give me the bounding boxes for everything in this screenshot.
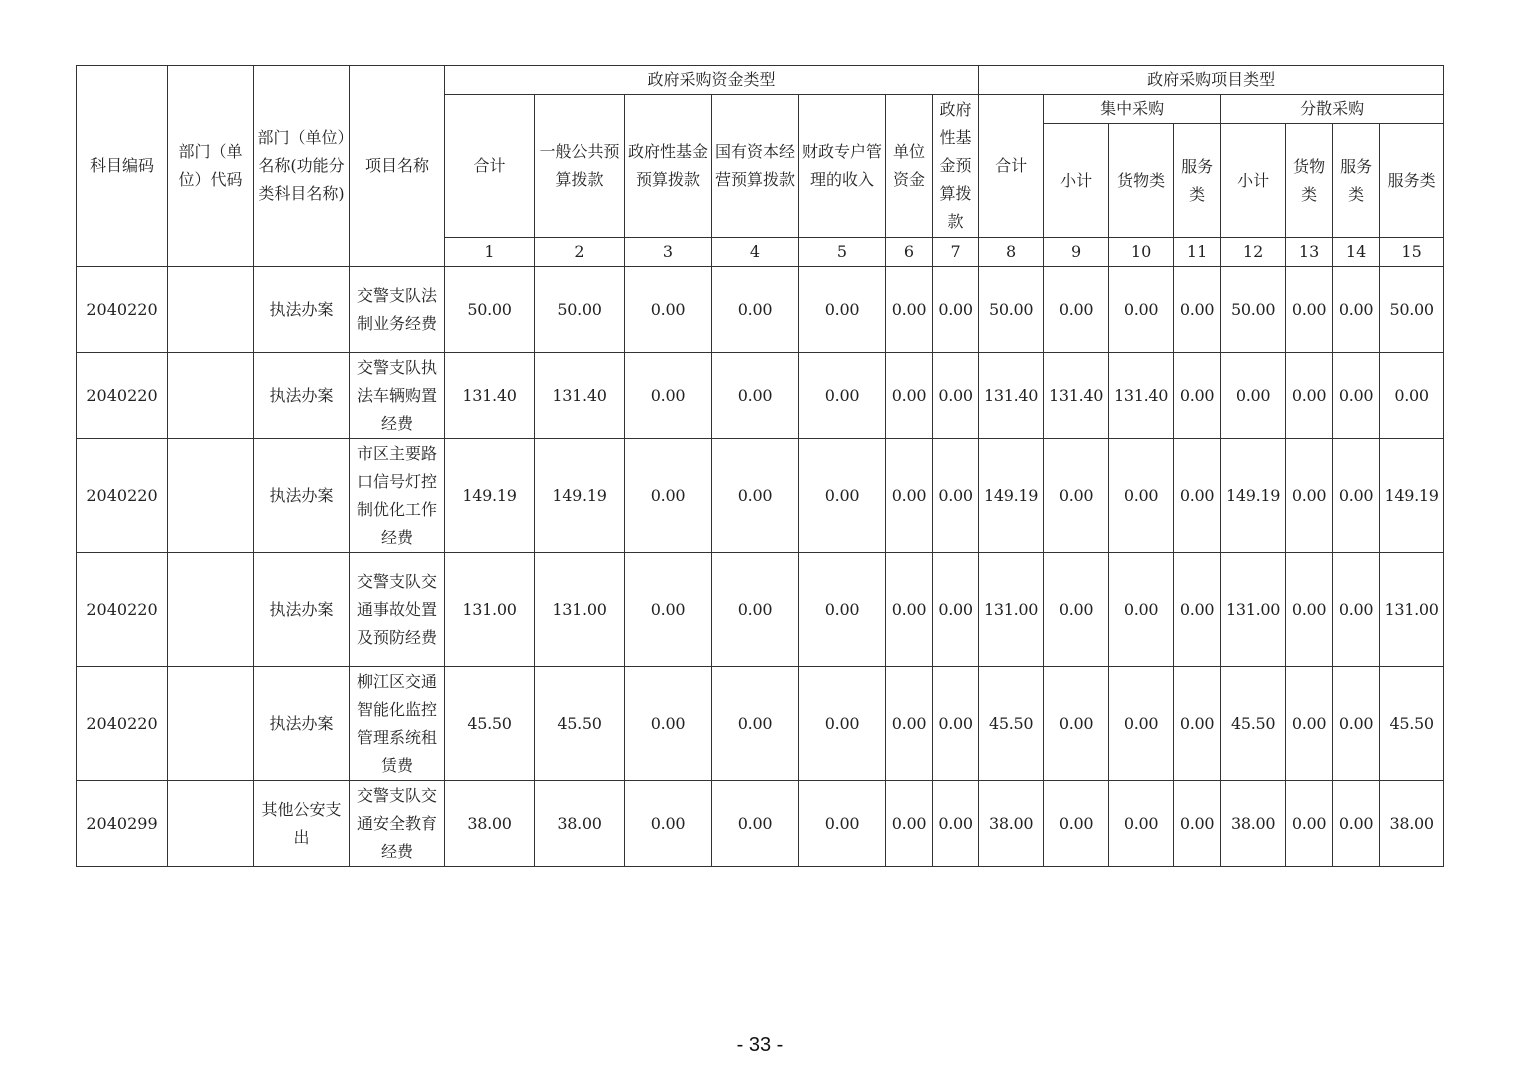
value-cell: 0.00 — [933, 781, 979, 867]
subject-code-cell: 2040299 — [77, 781, 168, 867]
value-cell: 131.40 — [535, 353, 625, 439]
dept-code-cell — [168, 781, 254, 867]
table-row — [77, 353, 1444, 439]
value-cell: 45.50 — [535, 667, 625, 781]
value-cell: 0.00 — [933, 553, 979, 667]
value-cell: 38.00 — [1221, 781, 1286, 867]
subject-code-cell: 2040220 — [77, 667, 168, 781]
value-cell: 0.00 — [712, 553, 799, 667]
value-cell: 0.00 — [712, 667, 799, 781]
header-fund-type-group: 政府采购资金类型 — [445, 66, 979, 95]
value-cell: 45.50 — [1221, 667, 1286, 781]
value-cell: 0.00 — [1286, 439, 1333, 553]
value-cell: 0.00 — [1044, 667, 1109, 781]
dept-code-cell — [168, 353, 254, 439]
value-cell: 0.00 — [799, 267, 886, 353]
column-index: 7 — [933, 238, 979, 267]
value-cell: 0.00 — [1174, 667, 1221, 781]
header-dispersed: 分散采购 — [1221, 95, 1444, 124]
header-dispersed-col: 服务类 — [1333, 124, 1380, 238]
value-cell: 0.00 — [886, 439, 933, 553]
dept-code-cell — [168, 439, 254, 553]
value-cell: 0.00 — [1286, 781, 1333, 867]
header-centralized-col: 货物类 — [1109, 124, 1174, 238]
dept-name-cell: 其他公安支出 — [254, 781, 350, 867]
value-cell: 149.19 — [979, 439, 1044, 553]
value-cell: 50.00 — [445, 267, 535, 353]
table-row — [77, 439, 1444, 553]
procurement-table — [76, 65, 1444, 867]
value-cell: 0.00 — [1333, 781, 1380, 867]
header-centralized-col: 小计 — [1044, 124, 1109, 238]
value-cell: 0.00 — [799, 781, 886, 867]
header-dept-code: 部门（单位）代码 — [168, 66, 254, 267]
header-centralized-col: 服务类 — [1174, 124, 1221, 238]
header-project-type-group: 政府采购项目类型 — [979, 66, 1444, 95]
value-cell: 0.00 — [1174, 781, 1221, 867]
value-cell: 0.00 — [1109, 667, 1174, 781]
value-cell: 0.00 — [886, 667, 933, 781]
header-fund-col: 财政专户管理的收入 — [799, 95, 886, 238]
value-cell: 38.00 — [1380, 781, 1444, 867]
header-centralized: 集中采购 — [1044, 95, 1221, 124]
value-cell: 0.00 — [1333, 667, 1380, 781]
header-row-1 — [77, 66, 1444, 95]
value-cell: 131.00 — [445, 553, 535, 667]
dept-name-cell: 执法办案 — [254, 353, 350, 439]
subject-code-cell: 2040220 — [77, 353, 168, 439]
value-cell: 0.00 — [1044, 267, 1109, 353]
value-cell: 131.40 — [445, 353, 535, 439]
value-cell: 45.50 — [1380, 667, 1444, 781]
header-fund-col: 单位资金 — [886, 95, 933, 238]
project-name-cell: 交警支队法制业务经费 — [350, 267, 445, 353]
value-cell: 0.00 — [1109, 439, 1174, 553]
column-index: 15 — [1380, 238, 1444, 267]
value-cell: 0.00 — [933, 267, 979, 353]
value-cell: 0.00 — [886, 353, 933, 439]
value-cell: 0.00 — [625, 353, 712, 439]
value-cell: 0.00 — [1174, 439, 1221, 553]
value-cell: 0.00 — [1174, 353, 1221, 439]
column-index: 6 — [886, 238, 933, 267]
value-cell: 0.00 — [625, 267, 712, 353]
header-fund-col: 一般公共预算拨款 — [535, 95, 625, 238]
value-cell: 38.00 — [979, 781, 1044, 867]
project-name-cell: 柳江区交通智能化监控管理系统租赁费 — [350, 667, 445, 781]
value-cell: 50.00 — [1380, 267, 1444, 353]
value-cell: 0.00 — [886, 267, 933, 353]
value-cell: 0.00 — [799, 439, 886, 553]
header-fund-col: 政府性基金预算拨款 — [625, 95, 712, 238]
subject-code-cell: 2040220 — [77, 267, 168, 353]
value-cell: 0.00 — [1333, 553, 1380, 667]
page-number: - 33 - — [736, 1034, 784, 1056]
value-cell: 0.00 — [799, 353, 886, 439]
value-cell: 0.00 — [712, 267, 799, 353]
value-cell: 0.00 — [1109, 781, 1174, 867]
value-cell: 0.00 — [1044, 553, 1109, 667]
column-index: 4 — [712, 238, 799, 267]
column-index: 5 — [799, 238, 886, 267]
subject-code-cell: 2040220 — [77, 553, 168, 667]
value-cell: 0.00 — [1380, 353, 1444, 439]
value-cell: 0.00 — [1286, 553, 1333, 667]
value-cell: 0.00 — [1174, 553, 1221, 667]
header-project-name: 项目名称 — [350, 66, 445, 267]
column-index: 1 — [445, 238, 535, 267]
value-cell: 131.00 — [979, 553, 1044, 667]
value-cell: 0.00 — [1174, 267, 1221, 353]
value-cell: 0.00 — [933, 353, 979, 439]
value-cell: 0.00 — [625, 781, 712, 867]
table-row — [77, 781, 1444, 867]
value-cell: 0.00 — [1286, 353, 1333, 439]
value-cell: 0.00 — [799, 553, 886, 667]
value-cell: 0.00 — [1333, 353, 1380, 439]
project-name-cell: 市区主要路口信号灯控制优化工作经费 — [350, 439, 445, 553]
header-fund-col: 国有资本经营预算拨款 — [712, 95, 799, 238]
header-dept-name: 部门（单位）名称(功能分类科目名称) — [254, 66, 350, 267]
project-name-cell: 交警支队交通安全教育经费 — [350, 781, 445, 867]
column-index: 11 — [1174, 238, 1221, 267]
column-index: 10 — [1109, 238, 1174, 267]
value-cell: 0.00 — [1109, 553, 1174, 667]
dept-code-cell — [168, 267, 254, 353]
header-project-total: 合计 — [979, 95, 1044, 238]
table-row — [77, 667, 1444, 781]
header-fund-col: 合计 — [445, 95, 535, 238]
value-cell: 0.00 — [1044, 781, 1109, 867]
value-cell: 0.00 — [1333, 439, 1380, 553]
value-cell: 0.00 — [712, 353, 799, 439]
value-cell: 45.50 — [445, 667, 535, 781]
value-cell: 0.00 — [886, 781, 933, 867]
value-cell: 131.40 — [1109, 353, 1174, 439]
value-cell: 131.00 — [1380, 553, 1444, 667]
column-index: 9 — [1044, 238, 1109, 267]
header-dispersed-col: 货物类 — [1286, 124, 1333, 238]
value-cell: 0.00 — [1286, 267, 1333, 353]
value-cell: 0.00 — [1221, 353, 1286, 439]
value-cell: 149.19 — [1221, 439, 1286, 553]
project-name-cell: 交警支队执法车辆购置经费 — [350, 353, 445, 439]
dept-code-cell — [168, 553, 254, 667]
value-cell: 0.00 — [1286, 667, 1333, 781]
value-cell: 0.00 — [712, 439, 799, 553]
value-cell: 50.00 — [979, 267, 1044, 353]
value-cell: 0.00 — [625, 439, 712, 553]
value-cell: 131.40 — [979, 353, 1044, 439]
header-dispersed-col: 服务类 — [1380, 124, 1444, 238]
value-cell: 0.00 — [1109, 267, 1174, 353]
column-index: 2 — [535, 238, 625, 267]
value-cell: 0.00 — [1333, 267, 1380, 353]
value-cell: 149.19 — [445, 439, 535, 553]
column-index: 14 — [1333, 238, 1380, 267]
dept-name-cell: 执法办案 — [254, 553, 350, 667]
value-cell: 50.00 — [535, 267, 625, 353]
dept-name-cell: 执法办案 — [254, 439, 350, 553]
column-index: 8 — [979, 238, 1044, 267]
value-cell: 0.00 — [799, 667, 886, 781]
value-cell: 38.00 — [535, 781, 625, 867]
table-row — [77, 267, 1444, 353]
dept-name-cell: 执法办案 — [254, 267, 350, 353]
value-cell: 0.00 — [1044, 439, 1109, 553]
header-dispersed-col: 小计 — [1221, 124, 1286, 238]
column-index: 12 — [1221, 238, 1286, 267]
table-row — [77, 553, 1444, 667]
value-cell: 0.00 — [712, 781, 799, 867]
dept-name-cell: 执法办案 — [254, 667, 350, 781]
value-cell: 38.00 — [445, 781, 535, 867]
value-cell: 45.50 — [979, 667, 1044, 781]
value-cell: 0.00 — [933, 667, 979, 781]
value-cell: 149.19 — [535, 439, 625, 553]
value-cell: 131.40 — [1044, 353, 1109, 439]
dept-code-cell — [168, 667, 254, 781]
value-cell: 149.19 — [1380, 439, 1444, 553]
subject-code-cell: 2040220 — [77, 439, 168, 553]
value-cell: 131.00 — [535, 553, 625, 667]
header-subject-code: 科目编码 — [77, 66, 168, 267]
value-cell: 0.00 — [625, 667, 712, 781]
project-name-cell: 交警支队交通事故处置及预防经费 — [350, 553, 445, 667]
value-cell: 0.00 — [625, 553, 712, 667]
column-index: 3 — [625, 238, 712, 267]
table-body — [77, 66, 1444, 867]
header-fund-col: 政府性基金预算拨款 — [933, 95, 979, 238]
column-index: 13 — [1286, 238, 1333, 267]
value-cell: 0.00 — [933, 439, 979, 553]
value-cell: 0.00 — [886, 553, 933, 667]
value-cell: 131.00 — [1221, 553, 1286, 667]
value-cell: 50.00 — [1221, 267, 1286, 353]
